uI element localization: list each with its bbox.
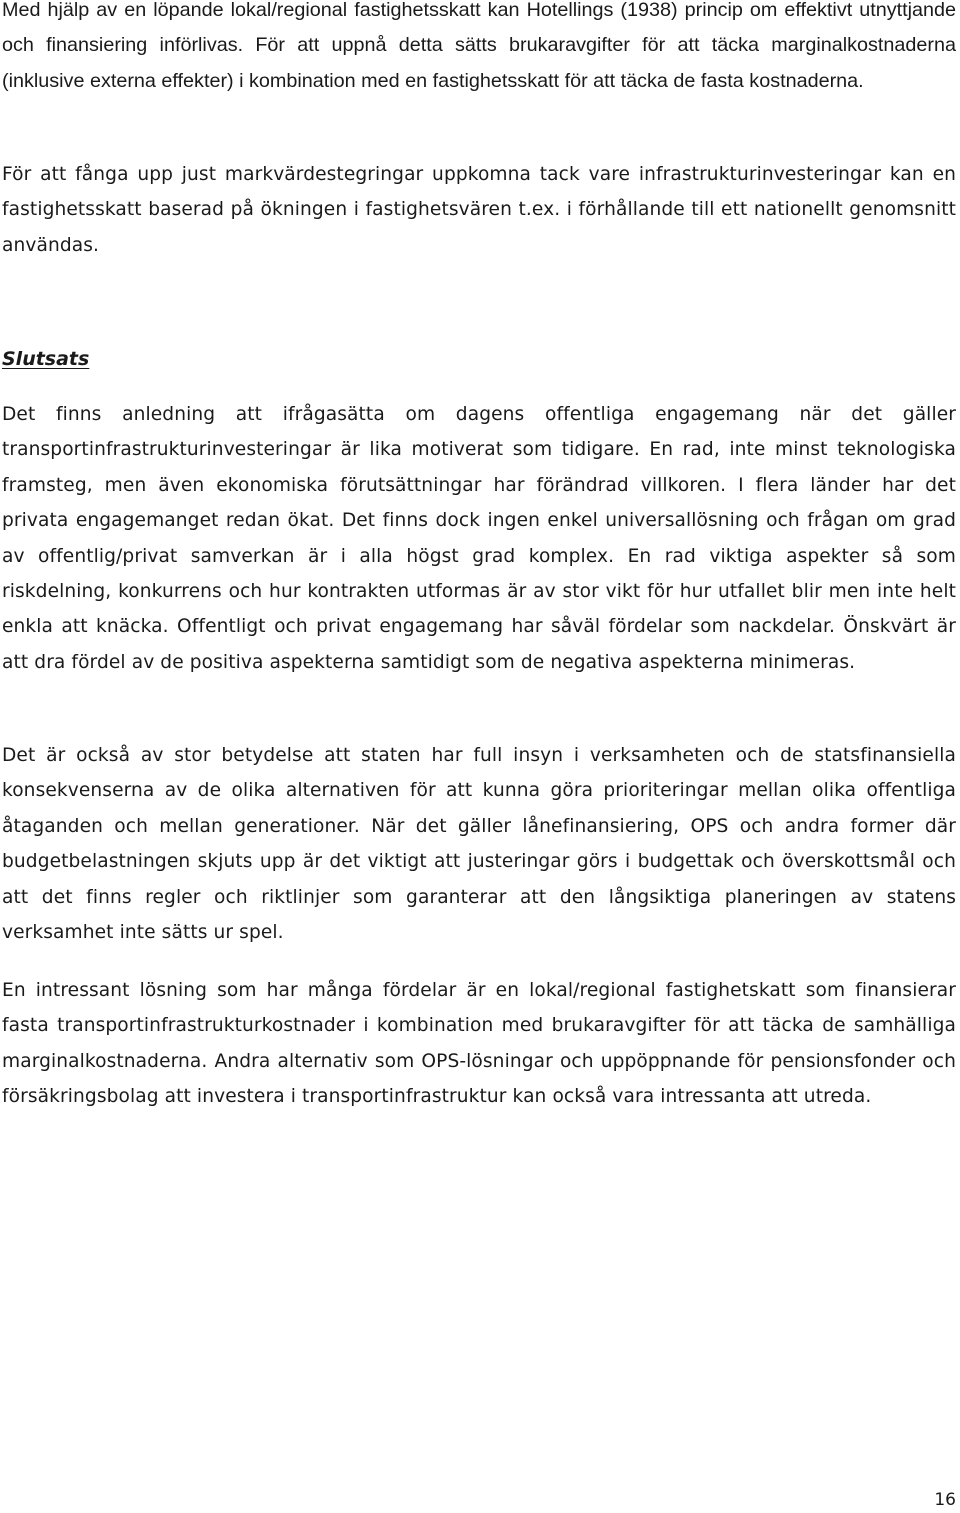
- paragraph-land-value-capture: För att fånga upp just markvärdestegringar uppkomna tack vare infrastrukturinvesteringar kan en fastighetsskatt baserad på ökningen i fastighetsvären t.ex. i förhållande till ett nationellt genomsnitt användas.: [2, 164, 956, 256]
- paragraph-conclusion-transparency: Det är också av stor betydelse att staten har full insyn i verksamheten och de statsfinansiella konsekvenserna av de olika alternativen för att kunna göra prioriteringar mellan olika offentliga åtaganden och mellan generationer. När det gäller lånefinansiering, OPS och andra former där budgetbelastningen skjuts upp är det viktigt att justeringar görs i budgettak och överskottsmål och att det finns regler och riktlinjer som garanterar att den långsiktiga planeringen av statens verksamhet inte sätts ur spel.: [2, 745, 956, 944]
- paragraph-hotelling-principle: Med hjälp av en löpande lokal/regional fastighetsskatt kan Hotellings (1938) princip om effektivt utnyttjande och finansiering införlivas. För att uppnå detta sätts brukaravgifter för att täcka marginalkostnaderna (inklusive externa effekter) i kombination med en fastighetsskatt för att täcka de fasta kostnaderna.: [2, 0, 956, 92]
- section-heading-slutsats: Slutsats: [2, 348, 90, 370]
- paragraph-conclusion-property-tax: En intressant lösning som har många fördelar är en lokal/regional fastighetskatt som finansierar fasta transportinfrastrukturkostnader i kombination med brukaravgifter för att täcka de samhälliga marginalkostnaderna. Andra alternativ som OPS-lösningar och uppöppnande för pensionsfonder och försäkringsbolag att investera i transportinfrastruktur kan också vara intressanta att utreda.: [2, 980, 956, 1108]
- paragraph-conclusion-engagement: Det finns anledning att ifrågasätta om dagens offentliga engagemang när det gäller transportinfrastrukturinvesteringar är lika motiverat som tidigare. En rad, inte minst teknologiska framsteg, men även ekonomiska förutsättningar har förändrad villkoren. I flera länder har det privata engagemanget redan ökat. Det finns dock ingen enkel universallösning och frågan om grad av offentlig/privat samverkan är i alla högst grad komplex. En rad viktiga aspekter så som riskdelning, konkurrens och hur kontrakten utformas är av stor vikt för hur utfallet blir men inte helt enkla att knäcka. Offentligt och privat engagemang har såväl fördelar som nackdelar. Önskvärt är att dra fördel av de positiva aspekterna samtidigt som de negativa aspekterna minimeras.: [2, 404, 956, 673]
- page-number: 16: [934, 1490, 956, 1510]
